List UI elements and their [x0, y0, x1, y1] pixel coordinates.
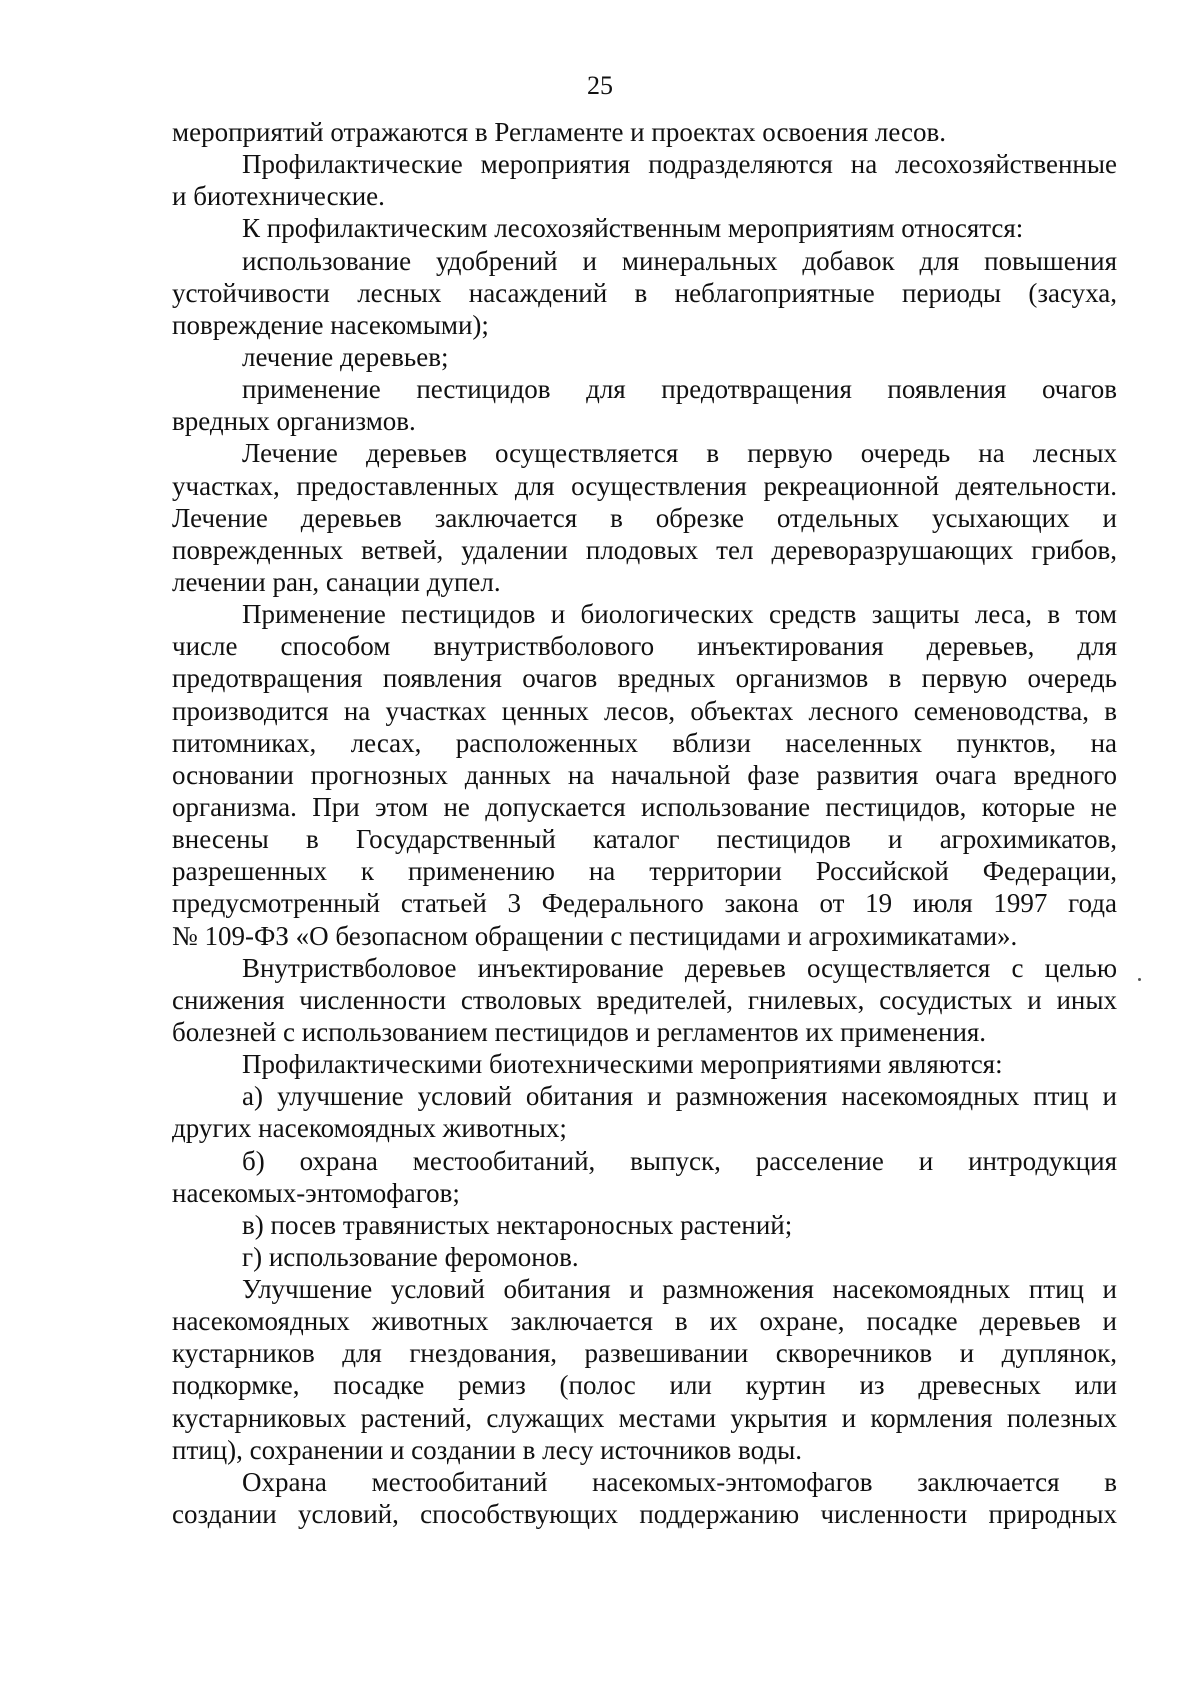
text-line: участках, предоставленных для осуществления рекреационной деятельности.	[172, 470, 1117, 501]
text-line: К профилактическим лесохозяйственным мероприятиям относятся:	[242, 213, 1024, 244]
text-line: основании прогнозных данных на начальной фазе развития очага вредного	[172, 759, 1117, 790]
text-line: Лечение деревьев заключается в обрезке отдельных усыхающих и	[172, 502, 1117, 533]
text-line: Охрана местообитаний насекомых-энтомофагов заключается в	[242, 1466, 1117, 1497]
text-line: лечение деревьев;	[242, 341, 449, 372]
text-line: устойчивости лесных насаждений в неблагоприятные периоды (засуха,	[172, 277, 1117, 308]
text-line: Применение пестицидов и биологических средств защиты леса, в том	[242, 599, 1117, 630]
text-line: и биотехнические.	[172, 181, 385, 212]
text-line: насекомоядных животных заключается в их охране, посадке деревьев и	[172, 1306, 1117, 1337]
text-line: питомниках, лесах, расположенных вблизи населенных пунктов, на	[172, 727, 1117, 758]
scan-speck	[1138, 978, 1141, 981]
text-line: повреждение насекомыми);	[172, 309, 489, 340]
text-line: предусмотренный статьей 3 Федерального закона от 19 июля 1997 года	[172, 888, 1117, 919]
text-line: кустарников для гнездования, развешивании скворечников и дуплянок,	[172, 1338, 1117, 1369]
text-line: числе способом внутриствболового инъектирования деревьев, для	[172, 631, 1117, 662]
text-line: предотвращения появления очагов вредных организмов в первую очередь	[172, 663, 1117, 694]
text-line: разрешенных к применению на территории Российской Федерации,	[172, 856, 1117, 887]
text-line: использование удобрений и минеральных добавок для повышения	[242, 245, 1117, 276]
text-line: организма. При этом не допускается использование пестицидов, которые не	[172, 791, 1117, 822]
text-line: применение пестицидов для предотвращения появления очагов	[242, 374, 1117, 405]
text-line: насекомых-энтомофагов;	[172, 1177, 460, 1208]
text-line: Улучшение условий обитания и размножения насекомоядных птиц и	[242, 1274, 1117, 1305]
text-line: г) использование феромонов.	[242, 1241, 579, 1272]
text-line: других насекомоядных животных;	[172, 1113, 567, 1144]
text-line: Внутриствболовое инъектирование деревьев осуществляется с целью	[242, 952, 1117, 983]
text-line: производится на участках ценных лесов, объектах лесного семеноводства, в	[172, 695, 1117, 726]
text-line: Лечение деревьев осуществляется в первую очередь на лесных	[242, 438, 1117, 469]
body-text	[172, 116, 1117, 1530]
text-line: поврежденных ветвей, удалении плодовых тел дереворазрушающих грибов,	[172, 534, 1117, 565]
text-line: болезней с использованием пестицидов и регламентов их применения.	[172, 1016, 987, 1047]
text-line: а) улучшение условий обитания и размножения насекомоядных птиц и	[242, 1081, 1117, 1112]
text-line: снижения численности стволовых вредителей, гнилевых, сосудистых и иных	[172, 984, 1117, 1015]
text-line: кустарниковых растений, служащих местами укрытия и кормления полезных	[172, 1402, 1117, 1433]
text-line: вредных организмов.	[172, 406, 416, 437]
text-line: птиц), сохранении и создании в лесу источников воды.	[172, 1434, 802, 1465]
text-line: б) охрана местообитаний, выпуск, расселение и интродукция	[242, 1145, 1117, 1176]
page-number: 25	[587, 71, 613, 100]
text-line: подкормке, посадке ремиз (полос или куртин из древесных или	[172, 1370, 1117, 1401]
text-line: лечении ран, санации дупел.	[172, 566, 501, 597]
text-line: мероприятий отражаются в Регламенте и проектах освоения лесов.	[172, 117, 946, 147]
text-line: создании условий, способствующих поддержанию численности природных	[172, 1499, 1117, 1530]
text-line: в) посев травянистых нектароносных растений;	[242, 1209, 793, 1240]
text-line: № 109-ФЗ «О безопасном обращении с пестицидами и агрохимикатами».	[172, 920, 1018, 951]
text-line: Профилактическими биотехническими мероприятиями являются:	[242, 1049, 1003, 1080]
text-line: внесены в Государственный каталог пестицидов и агрохимикатов,	[172, 824, 1117, 855]
text-line: Профилактические мероприятия подразделяются на лесохозяйственные	[242, 149, 1117, 180]
